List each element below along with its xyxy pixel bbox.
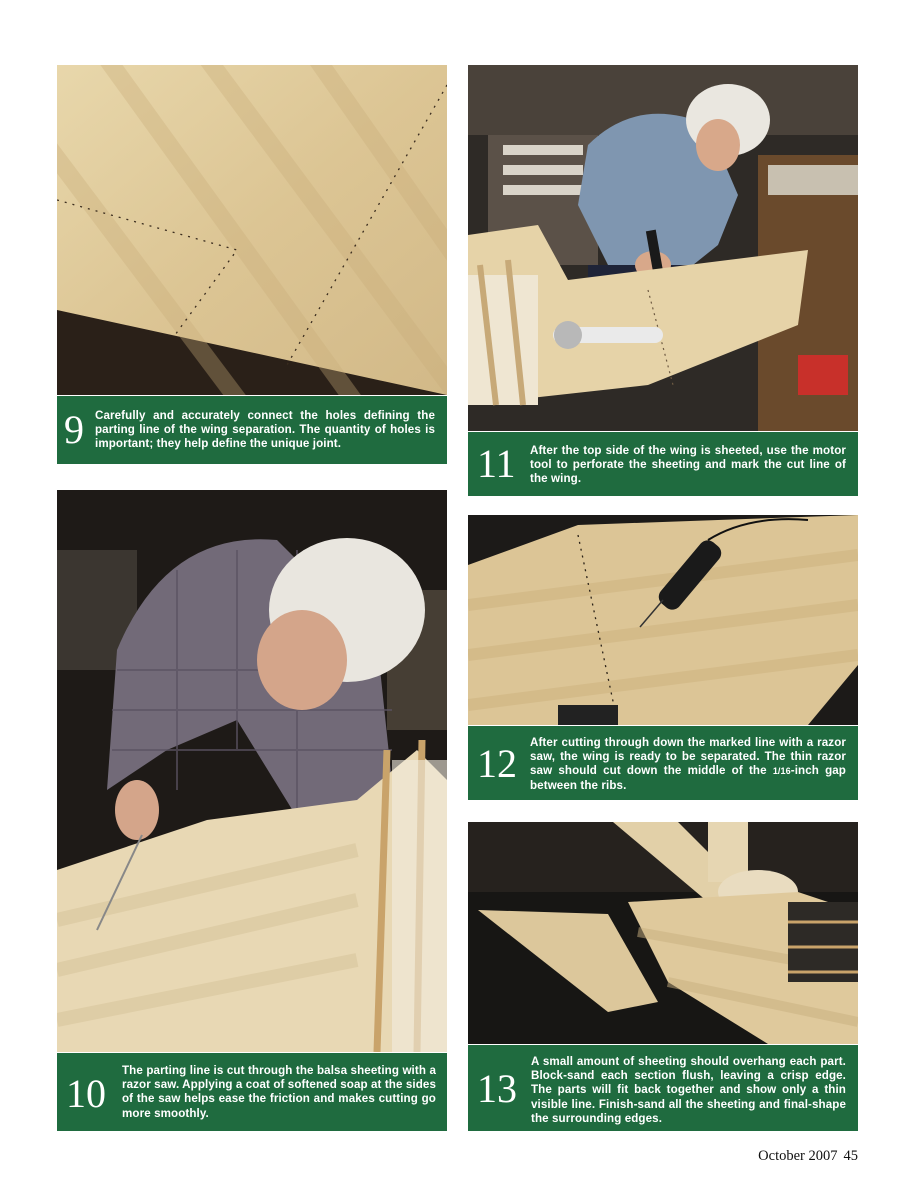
step-caption [530,736,846,793]
photo-step-11 [468,65,858,431]
caption-step-9 [57,396,447,464]
page-footer [758,1148,858,1165]
issue-date: October 2007 [758,1148,838,1164]
page-number: 45 [843,1148,858,1164]
step-caption-main: After cutting through down the marked line with a razor saw, the wing is ready to be separated. The thin razor saw should cut down the middle of the [530,736,846,778]
step-number: 12 [477,741,517,786]
step-number: 9 [64,407,84,452]
step-number: 11 [477,441,516,486]
photo-step-9 [57,65,447,395]
step-caption: A small amount of sheeting should overhang each part. Block-sand each section flush, leaving a crisp edge. The parts will fit back together and show only a thin visible line. Finish-sand all the sheeting and final-shape the surrounding edges. [531,1055,846,1125]
photo-step-13 [468,822,858,1044]
step-caption: After the top side of the wing is sheeted, use the motor tool to perforate the sheeting and mark the cut line of the wing. [530,444,846,486]
caption-step-13 [468,1045,858,1131]
caption-step-12 [468,726,858,800]
step-caption-end: -inch gap between the ribs. [530,764,846,792]
photo-step-10 [57,490,447,1052]
caption-step-10 [57,1053,447,1131]
step-number: 13 [477,1066,517,1111]
caption-step-11 [468,432,858,496]
photo-step-12 [468,515,858,725]
step-caption: The parting line is cut through the balsa sheeting with a razor saw. Applying a coat of softened soap at the sides of the saw helps ease the friction and makes cutting go more smoothly. [122,1064,436,1120]
step-caption: Carefully and accurately connect the holes defining the parting line of the wing separation. The quantity of holes is important; they help define the unique joint. [95,409,435,451]
step-caption-fraction: 1/16 [772,766,791,777]
step-number: 10 [66,1071,106,1116]
